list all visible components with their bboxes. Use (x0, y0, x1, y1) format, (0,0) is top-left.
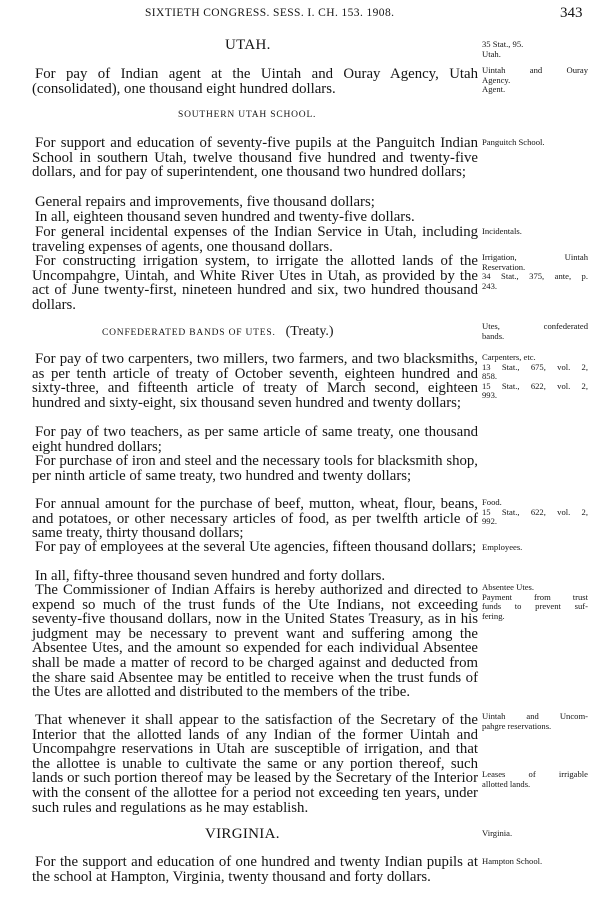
paragraph-carpenters: For pay of two carpenters, two millers, two farmers, and two blacksmiths, as per tenth article of treaty of October seventh, eighteen hundred and sixty-three, and fifteenth article of treaty of March second, eighteen hundred and sixty-eight, six thousand seven hundred and twenty dollars; (32, 351, 478, 411)
margin-note-line: Leases of irrigable (482, 769, 588, 779)
paragraph-food: For annual amount for the purchase of beef, mutton, wheat, flour, beans, and potatoes, or other necessary articles of food, as per twelfth article of same treaty, thirty thousand dollars; (32, 496, 478, 542)
margin-note-irrigation (482, 253, 588, 291)
margin-note-line: bands. (482, 330, 505, 341)
margin-note-line: Carpenters, etc. (482, 352, 536, 362)
margin-note-line: fering. (482, 610, 505, 621)
margin-note-line: allotted lands. (482, 778, 531, 789)
margin-note-line: pahgre reservations. (482, 720, 552, 731)
margin-note-incidentals (482, 227, 588, 237)
margin-note-panguitch (482, 138, 588, 148)
heading-southern-utah-school: SOUTHERN UTAH SCHOOL. (178, 110, 317, 120)
margin-note-uncompahgre (482, 712, 588, 731)
margin-note-line: 858. (482, 371, 498, 382)
paragraph-lease: That whenever it shall appear to the satisfaction of the Secretary of the Interior that the allotted lands of any Indian of the former Uintah and Uncompahgre reservations in Utah are susceptible of irrigation, and that the allottee is unable to cultivate the same or any portion thereof, such lands or such portion thereof may be leased by the Secretary of the Interior with the consent of the allottee for a period not exceeding ten years, under such rules and regulations as he may establish. (32, 712, 478, 816)
paragraph-total-utes: In all, fifty-three thousand seven hundred and forty dollars. (35, 568, 386, 584)
running-head: SIXTIETH CONGRESS. SESS. I. CH. 153. 1908. (145, 7, 395, 19)
paragraph-uintah-agent: For pay of Indian agent at the Uintah and Ouray Agency, Utah (consolidated), one thousand eight hundred dollars. (32, 66, 478, 97)
margin-note-line: Panguitch School. (482, 137, 545, 147)
margin-note-carpenters (482, 353, 588, 401)
margin-note-line: funds to prevent suf- (482, 601, 588, 612)
margin-note-line: 992. (482, 516, 498, 527)
paragraph-irrigation: For constructing irrigation system, to irrigate the allotted lands of the Uncompahgre, Uintah, and White River Utes in Utah, as provided by the act of June twenty-first, nineteen hundred and six, two hundred thousand dollars. (32, 253, 478, 313)
margin-note-line: Agent. (482, 84, 506, 95)
margin-note-line: Agency. (482, 74, 511, 85)
margin-note-uintah-ouray (482, 66, 588, 95)
margin-note-virginia (482, 829, 588, 839)
margin-note-line: 15 Stat., 622, vol. 2, (482, 380, 588, 391)
margin-note-line: 34 Stat., 375, ante, p. (482, 271, 588, 282)
margin-note-line: Virginia. (482, 828, 513, 838)
heading-utah: UTAH. (225, 37, 271, 53)
margin-note-line: Absentee Utes. (482, 582, 535, 592)
margin-note-line: Utah. (482, 48, 501, 59)
heading-ute-bands: CONFEDERATED BANDS OF UTES. (102, 328, 276, 338)
heading-virginia: VIRGINIA. (205, 826, 280, 842)
margin-note-line: Irrigation, Uintah (482, 252, 588, 262)
margin-note-utes-bands (482, 322, 588, 341)
margin-note-line: 15 Stat., 622, vol. 2, (482, 506, 588, 517)
margin-note-absentee (482, 583, 588, 621)
paragraph-incidental: For general incidental expenses of the Indian Service in Utah, including traveling expenses of agents, one thousand dollars. (32, 224, 478, 255)
paragraph-teachers: For pay of two teachers, as per same article of same treaty, one thousand eight hundred dollars; (32, 424, 478, 455)
paragraph-iron-steel: For purchase of iron and steel and the necessary tools for blacksmith shop, per ninth article of same treaty, two hundred and twenty dollars; (32, 453, 478, 484)
margin-note-line: 35 Stat., 95. (482, 39, 524, 49)
margin-note-line: 13 Stat., 675, vol. 2, (482, 361, 588, 372)
margin-note-line: Uintah and Ouray (482, 65, 588, 75)
paragraph-repairs: General repairs and improvements, five thousand dollars; (35, 194, 375, 210)
margin-note-line: Payment from trust (482, 591, 588, 602)
margin-note-food (482, 498, 588, 527)
margin-note-line: Food. (482, 497, 502, 507)
margin-note-line: Employees. (482, 542, 523, 552)
margin-note-line: 243. (482, 280, 498, 291)
paragraph-panguitch-support: For support and education of seventy-five pupils at the Panguitch Indian School in southern Utah, twelve thousand five hundred and twenty-five dollars, and for pay of superintendent, one thousand two hundred dollars; (32, 135, 478, 181)
margin-note-line: 993. (482, 390, 498, 401)
heading-ute-bands-note: (Treaty.) (285, 324, 334, 339)
margin-note-line: Reservation. (482, 261, 526, 272)
margin-note-line: Utes, confederated (482, 321, 588, 331)
margin-note-line: Incidentals. (482, 226, 522, 236)
margin-note-line: Uintah and Uncom- (482, 711, 588, 721)
page-number: 343 (560, 5, 583, 21)
paragraph-employees: For pay of employees at the several Ute agencies, fifteen thousand dollars; (35, 539, 477, 555)
margin-note-leases (482, 770, 588, 789)
margin-note-hampton (482, 857, 588, 867)
margin-note-employees (482, 543, 588, 553)
paragraph-commissioner: The Commissioner of Indian Affairs is hereby authorized and directed to expend so much of the trust funds of the Ute Indians, not exceeding seventy-five thousand dollars, now in the United States Treasury, as in his judgment may be necessary to prevent want and suffering among the Absentee Utes, and the amount so expended for each individual Absentee shall be made a matter of record to be charged against and deducted from the share said Absentee may be entitled to receive when the trust funds of the Utes are allotted and distributed to the members of the tribe. (32, 582, 478, 701)
margin-note-stat-95 (482, 40, 588, 59)
heading-ute-bands-block (102, 322, 334, 340)
paragraph-total-school: In all, eighteen thousand seven hundred and twenty-five dollars. (35, 209, 415, 225)
margin-note-line: Hampton School. (482, 856, 543, 866)
paragraph-hampton: For the support and education of one hundred and twenty Indian pupils at the school at Hampton, Virginia, twenty thousand and forty dollars. (32, 854, 478, 885)
